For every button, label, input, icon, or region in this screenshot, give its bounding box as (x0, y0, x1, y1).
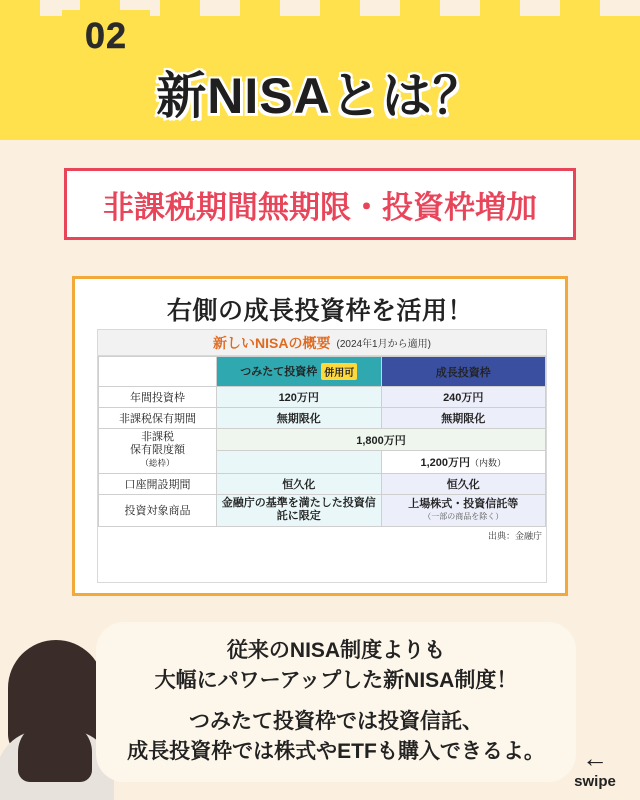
caption-line-3: つみたて投資枠では投資信託、 (189, 709, 483, 733)
slide-number: 02 (84, 15, 128, 56)
heiyou-badge: 併用可 (321, 363, 357, 380)
info-card (72, 276, 568, 596)
header-tsumitate-label: つみたて投資枠 (240, 365, 318, 378)
swipe-indicator[interactable] (564, 745, 626, 790)
row-label-line2: 保有限度額 (130, 444, 185, 457)
table-header-row (99, 357, 546, 387)
row-label: 投資対象商品 (99, 494, 217, 527)
table-row (99, 429, 546, 451)
table-source: 出典：金融庁 (487, 531, 542, 542)
seicho-product-note: （一部の商品を除く） (423, 512, 504, 522)
header-tsumitate (217, 357, 382, 387)
table-row (99, 387, 546, 408)
table-corner-cell (99, 357, 217, 387)
headline-box (64, 168, 576, 240)
row-value-seicho-sub (381, 451, 546, 473)
header-seicho: 成長投資枠 (381, 357, 546, 387)
table-row (99, 494, 546, 527)
row-value-tsumitate: 無期限化 (217, 408, 382, 429)
table-subtitle: (2024年1月から適用) (336, 339, 431, 350)
row-label: 口座開設期間 (99, 473, 217, 494)
row-value-tsumitate: 金融庁の基準を満たした投資信託に限定 (217, 494, 382, 527)
row-value-seicho: 240万円 (381, 387, 546, 408)
seicho-sub-note: （内数） (470, 457, 507, 468)
caption-line-1: 従来のNISA制度よりも (226, 639, 446, 662)
table-title: 新しいNISAの概要 (213, 334, 331, 351)
caption-line-2: 大幅にパワーアップした新NISA制度！ (154, 669, 518, 693)
slide-number-badge (62, 10, 150, 62)
row-value-seicho: 無期限化 (381, 408, 546, 429)
headline-text: 非課税期間無期限・投資枠増加 (103, 189, 537, 225)
swipe-label: swipe (574, 773, 616, 790)
table-row (99, 408, 546, 429)
row-label-line3: （総枠） (140, 458, 175, 469)
row-label-line1: 非課税 (141, 431, 174, 443)
card-title: 右側の成長投資枠を活用！ (166, 297, 473, 325)
row-label: 年間投資枠 (99, 387, 217, 408)
row-value-tsumitate-empty (217, 451, 382, 473)
row-value-seicho (381, 494, 546, 527)
table-caption (98, 330, 546, 356)
caption-box (96, 622, 576, 782)
caption-line-4: 成長投資枠では株式やETFも購入できるよ。 (127, 740, 545, 764)
arrow-left-icon: ← (582, 743, 608, 773)
row-label (99, 429, 217, 474)
table-row (99, 473, 546, 494)
row-label: 非課税保有期間 (99, 408, 217, 429)
seicho-sub-value: 1,200万円 (420, 456, 470, 469)
row-value-tsumitate: 120万円 (217, 387, 382, 408)
seicho-product-value: 上場株式・投資信託等 (408, 498, 519, 511)
nisa-table-figure (97, 329, 547, 583)
page-title: 新NISAとは？ (156, 68, 484, 124)
row-value-seicho: 恒久化 (381, 473, 546, 494)
row-value-merged: 1,800万円 (217, 429, 546, 451)
row-value-tsumitate: 恒久化 (217, 473, 382, 494)
nisa-table (98, 356, 546, 527)
